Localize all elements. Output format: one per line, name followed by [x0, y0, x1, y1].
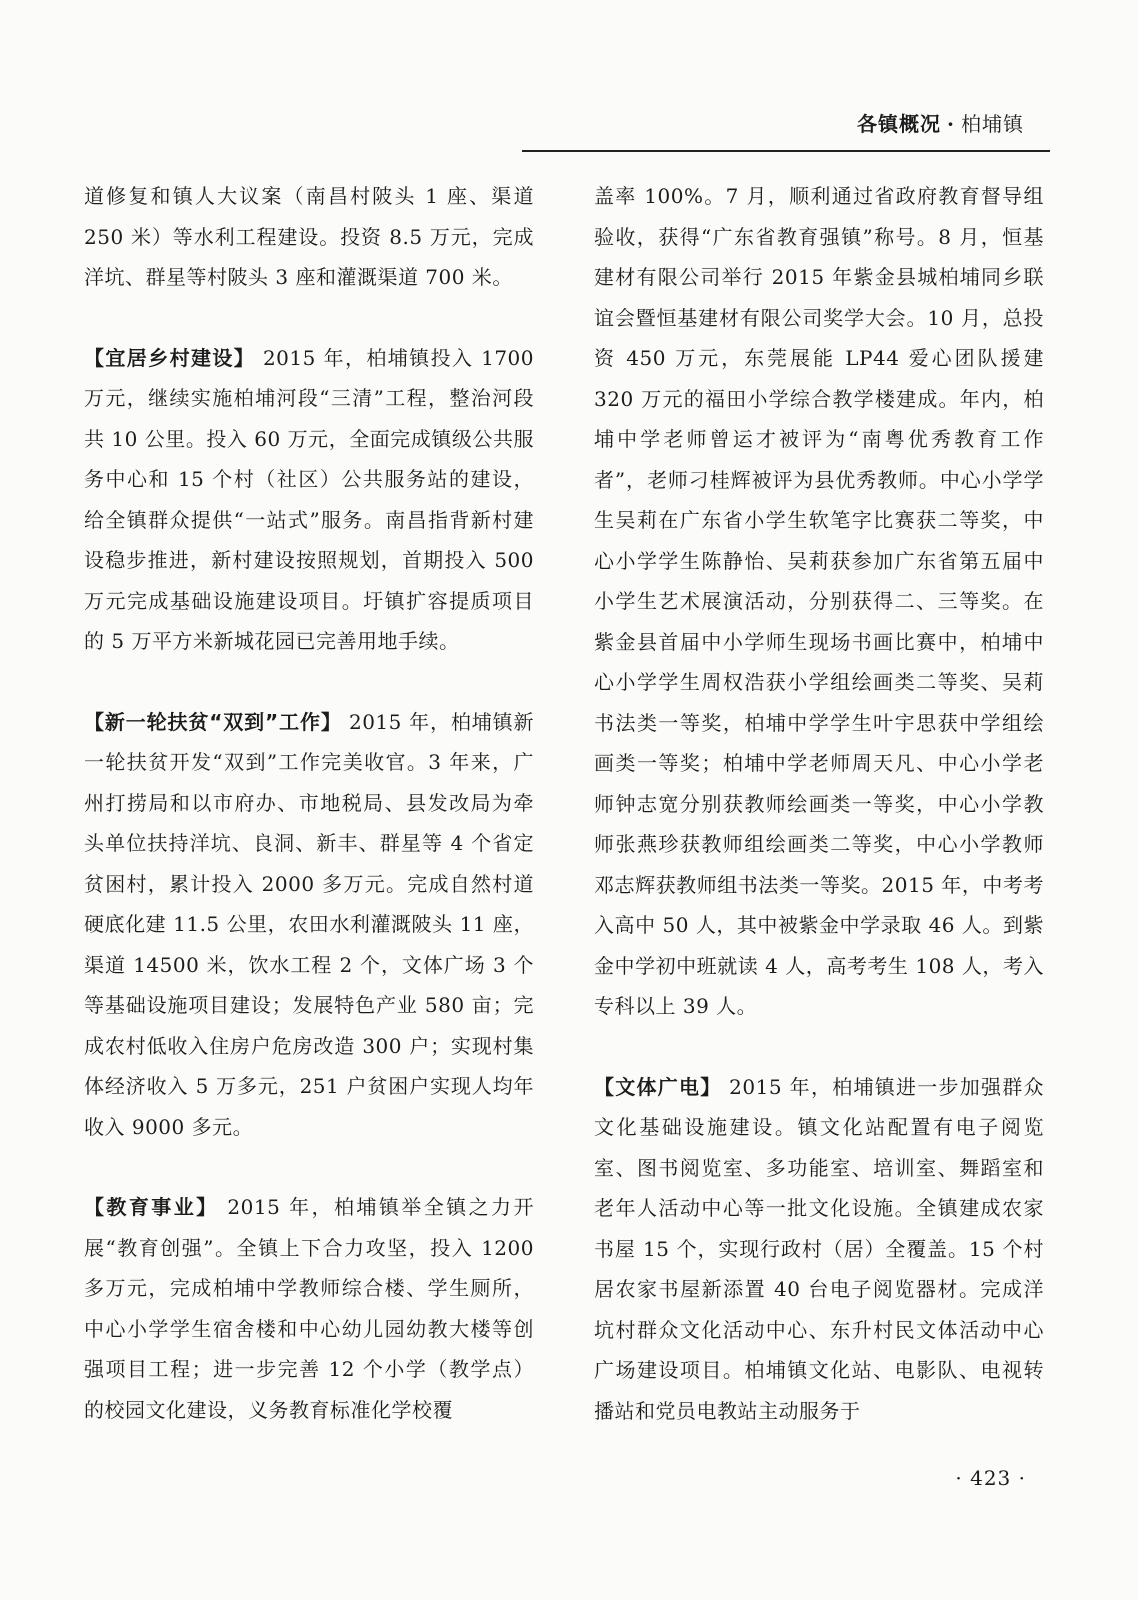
section-culture-sports-broadcasting	[594, 1067, 1044, 1432]
left-column	[84, 176, 534, 1430]
page-number: · 423 ·	[955, 1466, 1026, 1490]
section-livable-villages	[84, 338, 534, 662]
section-body: 2015 年，柏埔镇进一步加强群众文化基础设施建设。镇文化站配置有电子阅览室、图书阅览室、多功能室、培训室、舞蹈室和老年人活动中心等一批文化设施。全镇建成农家书屋 15 个，实现行政村（居）全覆盖。15 个村居农家书屋新添置 40 台电子阅览器材。完成洋坑村群众文化活动中心、东升村民文体活动中心广场建设项目。柏埔镇文化站、电影队、电视转播站和党员电教站主动服务于	[594, 1074, 1045, 1423]
right-continued-paragraph: 盖率 100%。7 月，顺利通过省政府教育督导组验收，获得“广东省教育强镇”称号。8 月，恒基建材有限公司举行 2015 年紫金县城柏埔同乡联谊会暨恒基建材有限公司奖学大会。10 月，总投资 450 万元，东莞展能 LP44 爱心团队援建 320 万元的福田小学综合教学楼建成。年内，柏埔中学老师曾运才被评为“南粤优秀教育工作者”，老师刁桂辉被评为县优秀教师。中心小学学生吴莉在广东省小学生软笔字比赛获二等奖，中心小学学生陈静怡、吴莉获参加广东省第五届中小学生艺术展演活动，分别获得二、三等奖。在紫金县首届中小学师生现场书画比赛中，柏埔中心小学学生周权浩获小学组绘画类二等奖、吴莉书法类一等奖，柏埔中学学生叶宇思获中学组绘画类一等奖；柏埔中学老师周天凡、中心小学老师钟志宽分别获教师绘画类一等奖，中心小学教师张燕珍获教师组绘画类二等奖，中心小学教师邓志辉获教师组书法类一等奖。2015 年，中考考入高中 50 人，其中被紫金中学录取 46 人。到紫金中学初中班就读 4 人，高考考生 108 人，考入专科以上 39 人。	[594, 184, 1044, 1018]
section-body: 2015 年，柏埔镇举全镇之力开展“教育创强”。全镇上下合力攻坚，投入 1200 多万元，完成柏埔中学教师综合楼、学生厕所，中心小学学生宿舍楼和中心幼儿园幼教大楼等创强项目工程；进一步完善 12 个小学（教学点）的校园文化建设，义务教育标准化学校覆	[84, 1195, 534, 1422]
section-body: 2015 年，柏埔镇新一轮扶贫开发“双到”工作完美收官。3 年来，广州打捞局和以市府办、市地税局、县发改局为牵头单位扶持洋坑、良洞、新丰、群星等 4 个省定贫困村，累计投入 2000 多万元。完成自然村道硬底化建 11.5 公里，农田水利灌溉陂头 11 座，渠道 14500 米，饮水工程 2 个，文体广场 3 个等基础设施项目建设；发展特色产业 580 亩；完成农村低收入住房户危房改造 300 户；实现村集体经济收入 5 万多元，251 户贫困户实现人均年收入 9000 多元。	[84, 709, 534, 1139]
section-heading: 【教育事业】	[84, 1195, 219, 1219]
section-heading: 【文体广电】	[594, 1074, 722, 1099]
section-education	[84, 1187, 534, 1430]
right-column	[594, 176, 1044, 1431]
left-intro-paragraph: 道修复和镇人大议案（南昌村陂头 1 座、渠道 250 米）等水利工程建设。投资 8.5 万元，完成洋坑、群星等村陂头 3 座和灌溉渠道 700 米。	[84, 184, 534, 289]
header-rule	[522, 150, 1050, 152]
header-section-title: 各镇概况	[857, 112, 942, 136]
section-heading: 【新一轮扶贫“双到”工作】	[84, 709, 342, 734]
running-header	[857, 108, 1024, 137]
header-separator: ·	[947, 112, 955, 136]
header-town-name: 柏埔镇	[961, 112, 1024, 136]
section-heading: 【宜居乡村建设】	[84, 345, 256, 370]
section-body: 2015 年，柏埔镇投入 1700 万元，继续实施柏埔河段“三清”工程，整治河段共 10 公里。投入 60 万元，全面完成镇级公共服务中心和 15 个村（社区）公共服务站的建设，给全镇群众提供“一站式”服务。南昌指背新村建设稳步推进，新村建设按照规划，首期投入 500 万元完成基础设施建设项目。圩镇扩容提质项目的 5 万平方米新城花园已完善用地手续。	[84, 345, 535, 653]
section-poverty-alleviation	[84, 702, 534, 1148]
